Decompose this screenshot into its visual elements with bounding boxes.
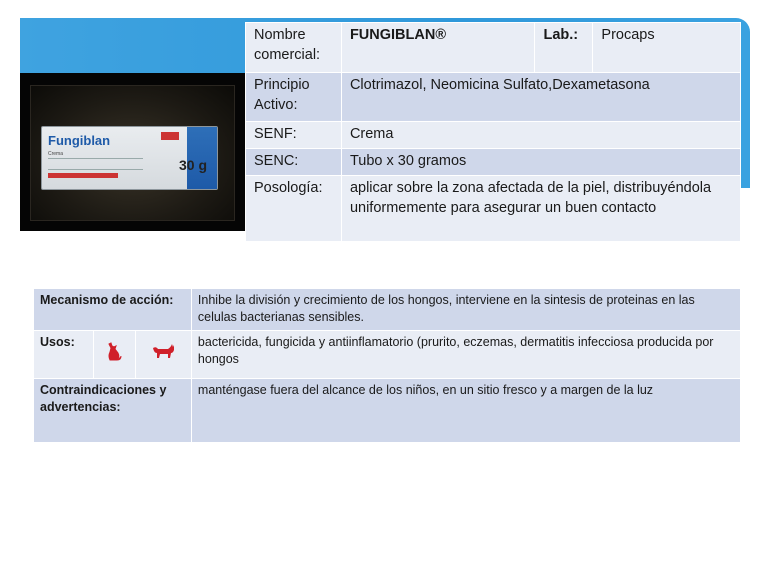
usage-info-table bbox=[33, 288, 741, 443]
row-principio bbox=[246, 73, 741, 122]
row-nombre bbox=[246, 23, 741, 73]
contra-label: Contraindicaciones y advertencias: bbox=[34, 379, 192, 443]
tube-sub: Crema bbox=[48, 151, 64, 157]
product-tube bbox=[41, 126, 218, 190]
row-posologia bbox=[246, 176, 741, 242]
senf-value: Crema bbox=[341, 122, 740, 149]
posologia-label: Posología: bbox=[246, 176, 342, 242]
row-mecanismo bbox=[34, 289, 741, 331]
principio-label: Principio Activo: bbox=[246, 73, 342, 122]
row-senc bbox=[246, 149, 741, 176]
product-info-table bbox=[245, 22, 741, 242]
tube-weight: 30 g bbox=[178, 157, 207, 173]
principio-value: Clotrimazol, Neomicina Sulfato,Dexametasona bbox=[341, 73, 740, 122]
lab-label: Lab.: bbox=[535, 23, 593, 73]
senc-label: SENC: bbox=[246, 149, 342, 176]
contra-value: manténgase fuera del alcance de los niños, en un sitio fresco y a margen de la luz bbox=[191, 379, 740, 443]
mecanismo-value: Inhibe la división y crecimiento de los hongos, interviene en la sintesis de proteinas en las celulas bacterianas sensibles. bbox=[191, 289, 740, 331]
nombre-value: FUNGIBLAN® bbox=[341, 23, 535, 73]
posologia-value: aplicar sobre la zona afectada de la piel, distribuyéndola uniformemente para asegurar un buen contacto bbox=[341, 176, 740, 242]
usos-value: bactericida, fungicida y antiinflamatorio (prurito, eczemas, dermatitis infecciosa producida por hongos bbox=[191, 331, 740, 379]
cat-walking-icon bbox=[135, 331, 191, 379]
nombre-label: Nombre comercial: bbox=[246, 23, 342, 73]
row-usos bbox=[34, 331, 741, 379]
lab-value: Procaps bbox=[593, 23, 741, 73]
cat-sitting-icon bbox=[93, 331, 135, 379]
senc-value: Tubo x 30 gramos bbox=[341, 149, 740, 176]
product-photo bbox=[20, 73, 245, 231]
senf-label: SENF: bbox=[246, 122, 342, 149]
tube-brand: Fungiblan bbox=[48, 133, 111, 148]
usos-label: Usos: bbox=[34, 331, 94, 379]
row-senf bbox=[246, 122, 741, 149]
mecanismo-label: Mecanismo de acción: bbox=[34, 289, 192, 331]
row-contra bbox=[34, 379, 741, 443]
lab-logo-icon bbox=[161, 132, 179, 140]
